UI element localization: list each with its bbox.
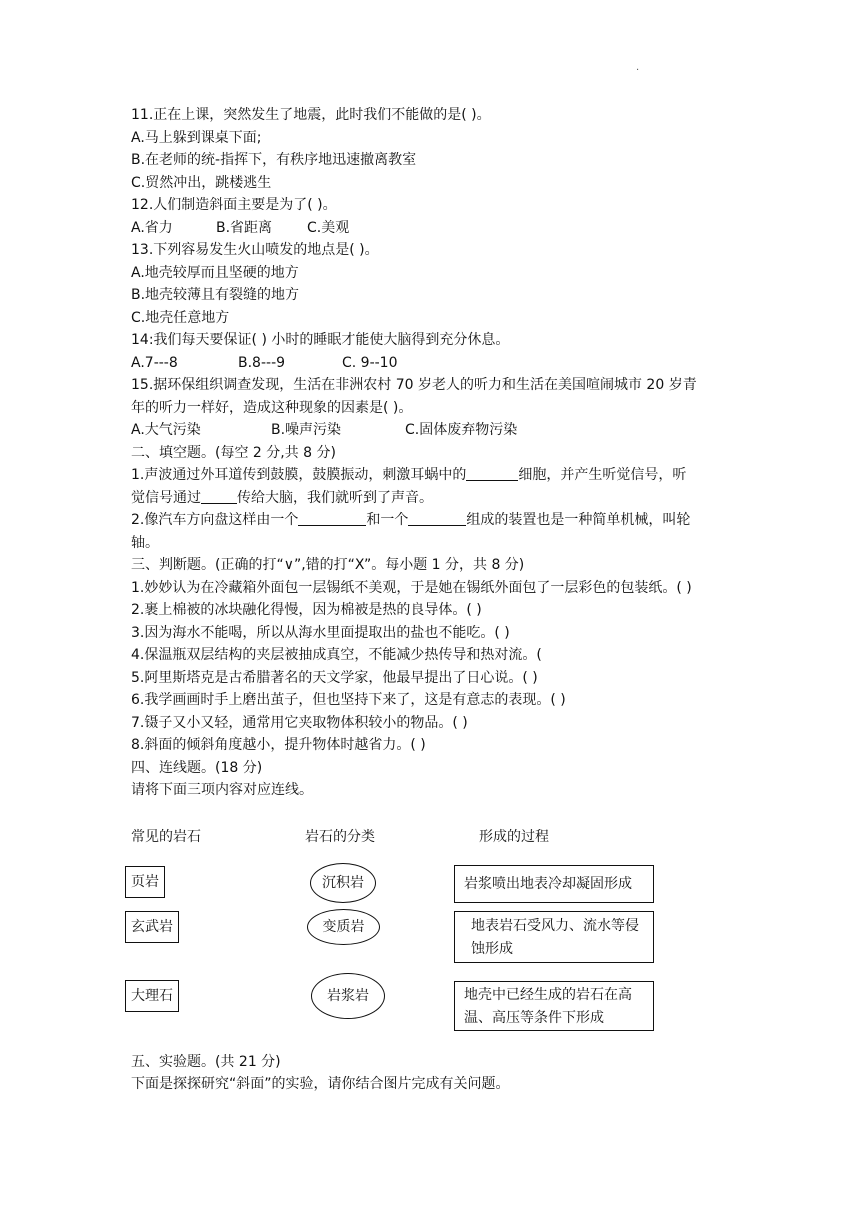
- process-2-line-2: 蚀形成: [471, 941, 513, 957]
- fill-blank-3[interactable]: [298, 511, 366, 526]
- rock-basalt-box[interactable]: 玄武岩: [125, 911, 179, 943]
- question-12-options: [131, 217, 741, 240]
- process-3-line-1: 地壳中已经生成的岩石在高: [464, 987, 632, 1003]
- fill-question-1-line-2: [131, 487, 741, 510]
- question-11-option-a: A.马上躲到课桌下面;: [131, 129, 262, 146]
- judge-item-7: 7.镊子又小又轻，通常用它夹取物体积较小的物品。( ): [131, 714, 468, 731]
- category-metamorphic-ellipse[interactable]: 变质岩: [307, 909, 380, 945]
- question-14-stem: 14:我们每天要保证( ) 小时的睡眠才能使大脑得到充分休息。: [131, 332, 510, 348]
- fill-question-1-text-c: 觉信号通过: [131, 489, 201, 506]
- question-14-option-b: B.8---9: [238, 354, 286, 371]
- question-14-option-c: C. 9--10: [342, 354, 398, 371]
- section-4-title: 四、连线题。(18 分): [131, 759, 263, 776]
- fill-question-2-text-c: 组成的装置也是一种简单机械，叫轮: [466, 512, 691, 528]
- column-header-processes: 形成的过程: [479, 829, 549, 845]
- question-15-options: [131, 419, 741, 442]
- column-header-rocks: 常见的岩石: [131, 829, 201, 845]
- fill-blank-2[interactable]: [201, 489, 237, 504]
- question-13-option-c: C.地壳任意地方: [131, 309, 230, 326]
- judge-item-8: 8.斜面的倾斜角度越小，提升物体时越省力。( ): [131, 737, 426, 753]
- process-2-line-1: 地表岩石受风力、流水等侵: [471, 918, 639, 934]
- question-13-option-b: B.地壳较薄且有裂缝的地方: [131, 287, 300, 303]
- question-15-stem-line-2: 年的听力一样好，造成这种现象的因素是( )。: [131, 399, 413, 416]
- category-sedimentary-ellipse[interactable]: 沉积岩: [310, 863, 376, 903]
- judge-item-6: 6.我学画画时手上磨出茧子，但也坚持下来了，这是有意志的表现。( ): [131, 692, 566, 708]
- fill-question-1-text-b: 细胞，并产生听觉信号，听: [518, 467, 687, 483]
- question-13-option-a: A.地壳较厚而且坚硬的地方: [131, 264, 299, 281]
- question-15-option-c: C.固体废弃物污染: [405, 422, 518, 438]
- fill-question-2-text-b: 和一个: [366, 512, 409, 528]
- question-11-stem: 11.正在上课，突然发生了地震，此时我们不能做的是( )。: [131, 107, 491, 123]
- question-15-option-b: B.噪声污染: [271, 422, 342, 438]
- rock-marble-box[interactable]: 大理石: [125, 980, 179, 1012]
- column-header-categories: 岩石的分类: [305, 829, 375, 845]
- judge-item-2: 2.裹上棉被的冰块融化得慢，因为棉被是热的良导体。( ): [131, 602, 482, 618]
- process-3-line-2: 温、高压等条件下形成: [464, 1010, 604, 1026]
- fill-question-1-line-1: [131, 464, 741, 487]
- judge-item-1: 1.妙妙认为在冷藏箱外面包一层锡纸不美观，于是她在锡纸外面包了一层彩色的包装纸。( ): [131, 579, 692, 596]
- question-12-option-a: A.省力: [131, 219, 173, 236]
- category-igneous-ellipse[interactable]: 岩浆岩: [311, 973, 385, 1019]
- process-box-1[interactable]: [454, 865, 654, 903]
- judge-item-3: 3.因为海水不能喝，所以从海水里面提取出的盐也不能吃。( ): [131, 624, 510, 641]
- exam-content: [131, 104, 741, 802]
- page-corner-dot: .: [636, 62, 640, 73]
- process-box-2[interactable]: [454, 911, 654, 963]
- section-5-instruction: 下面是探探研究“斜面”的实验，请你结合图片完成有关问题。: [131, 1076, 510, 1092]
- question-13-stem: 13.下列容易发生火山喷发的地点是( )。: [131, 242, 379, 258]
- judge-item-4: 4.保温瓶双层结构的夹层被抽成真空，不能减少热传导和热对流。(: [131, 647, 542, 663]
- section-4-instruction: 请将下面三项内容对应连线。: [131, 782, 313, 798]
- question-12-option-b: B.省距离: [216, 219, 273, 236]
- rock-shale-box[interactable]: 页岩: [125, 866, 165, 898]
- section-5-title: 五、实验题。(共 21 分): [131, 1054, 281, 1070]
- judge-item-5: 5.阿里斯塔克是古希腊著名的天文学家，他最早提出了日心说。( ): [131, 669, 538, 686]
- question-12-option-c: C.美观: [307, 219, 350, 236]
- fill-blank-1[interactable]: [466, 466, 518, 481]
- question-14-option-a: A.7---8: [131, 354, 178, 371]
- section-2-title: 二、填空题。(每空 2 分,共 8 分): [131, 444, 336, 461]
- fill-question-1-text-a: 1.声波通过外耳道传到鼓膜，鼓膜振动，刺激耳蜗中的: [131, 467, 467, 483]
- fill-question-2-text-a: 2.像汽车方向盘这样由一个: [131, 512, 299, 528]
- question-15-stem-line-1: 15.据环保组织调查发现，生活在非洲农村 70 岁老人的听力和生活在美国喧闹城市 20 岁青: [131, 377, 697, 393]
- section-3-title: 三、判断题。(正确的打“∨”,错的打“X”。每小题 1 分，共 8 分): [131, 557, 525, 573]
- fill-question-2-line-1: [131, 509, 741, 532]
- question-11-option-b: B.在老师的统-指挥下，有秩序地迅速撤离教室: [131, 152, 417, 168]
- fill-question-2-line-2: 轴。: [131, 534, 159, 551]
- fill-blank-4[interactable]: [408, 511, 466, 526]
- question-14-options: [131, 352, 741, 375]
- question-15-option-a: A.大气污染: [131, 422, 201, 438]
- question-12-stem: 12.人们制造斜面主要是为了( )。: [131, 197, 337, 213]
- process-box-3[interactable]: [454, 981, 654, 1031]
- question-11-option-c: C.贸然冲出，跳楼逃生: [131, 174, 272, 191]
- fill-question-1-text-d: 传给大脑，我们就听到了声音。: [237, 489, 433, 506]
- process-1-line-1: 岩浆喷出地表冷却凝固形成: [464, 876, 632, 892]
